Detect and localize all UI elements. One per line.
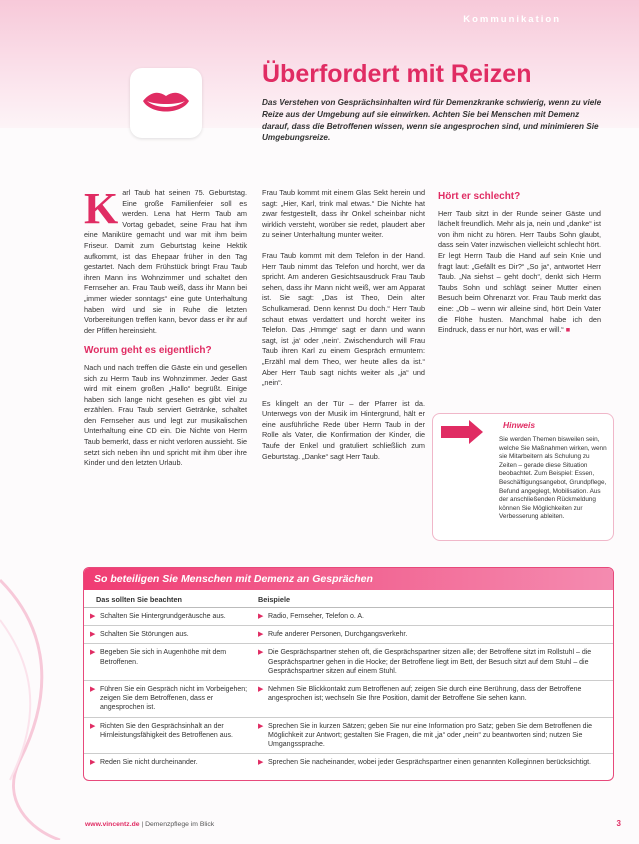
table-row: [84, 718, 613, 755]
tip-title: Hinweis: [503, 420, 536, 430]
intro-paragraph: [84, 184, 247, 336]
article-column-2: [262, 188, 425, 472]
triangle-bullet-icon: ▶: [258, 759, 264, 767]
triangle-bullet-icon: ▶: [258, 722, 264, 730]
paragraph-text: arl Taub hat seinen 75. Geburtstag. Eine große Familienfeier soll es werden. Lena hat Herrn Taub am Vortag gebadet, seine Frau hat ihm eine Maniküre gemacht und war mit ihm beim Friseur. Damit zum Geburtstag keine Hektik aufkommt, ist das Ehepaar früher in den Tag gestartet. Nach dem Frühstück bringt Frau Taub ihren Mann ins Wohnzimmer und schaltet den Fernseher an. Frau Taub weiß, dass ihr Mann bei „immer wieder sonntags“ eine gute Unterhaltung haben wird und sie in Ruhe die letzten Vorbereitungen treffen kann, bevor dass er ihr auf der Pfiffen hereinsieht.: [84, 188, 247, 335]
subhead-hoert: Hört er schlecht?: [438, 191, 521, 202]
triangle-bullet-icon: ▶: [90, 649, 96, 657]
table-cell: Reden Sie nicht durcheinander.: [100, 759, 198, 767]
triangle-bullet-icon: ▶: [258, 613, 264, 620]
paragraph: Frau Taub kommt mit dem Telefon in der Hand. Herr Taub nimmt das Telefon und horcht, wer da spricht. Am anderen Gesichtsausdruck Frau Taub sehen, dass ihr Mann nicht weiß, wer am Apparat ist. Sie sagt: „Das ist Theo, Dein alter Schulkamerad. Denn kennst Du doch.“ Herr Taub schaut etwas verdattert und horcht weiter ins Telefon. Das ‚Hmmge‘ sagt er dann und wann sagt, ist ‚ja‘ oder ‚nein‘. Zwischendurch will Frau Taub ihren Karl zu einem Gespräch ermuntern: „Erzähl mal dem Theo, wer heute alles da ist.“ Aber Herr Taub sagt nichts weiter als „ja“ und „nein“.: [262, 250, 425, 388]
subhead-worum: Worum geht es eigentlich?: [84, 345, 212, 357]
table-cell: Sprechen Sie nacheinander, wobei jeder Gesprächspartner einen genannten Kolleginnen berücksichtigt.: [268, 759, 591, 767]
tip-text: Sie werden Themen bisweilen sein, welche Sie Maßnahmen wirken, wenn sie Mitarbeitern als Schulung zu Zeiten – gerade diese Situation beobachtet. Zum Beispiel: Essen, Beschäftigungsangebot, Grundpflege, Befund angeglegt, Mobilisation. Aus der anschließenden Rückmeldung können Sie Möglichkeiten zur Verbesserung ableiten.: [499, 436, 607, 521]
footer-credit: www.vincentz.de | Demenzpflege im Blick: [85, 821, 215, 828]
table-cell: Begeben Sie sich in Augenhöhe mit dem Betroffenen.: [100, 649, 227, 666]
table-cell: Schalten Sie Hintergrundgeräusche aus.: [100, 613, 226, 620]
paragraph-text: Herr Taub sitzt in der Runde seiner Gäste und lächelt freundlich. Mehr als ja, nein und „danke“ ist von ihm nicht zu hören. Herr Taubs Sohn glaubt, dass sein Vater inzwischen vielleicht schlecht hört. Er legt Herrn Taub die Hand auf sein Knie und fragt laut: „Gefällt es Dir?“ „So ja“, antwortet Herr Taub. „Na siehst – geht doch“, denkt sich Herrn Taubs Sohn und schlägt seiner Mutter einen Besuch beim Ohrenarzt vor. Frau Taub merkt das eine: „Ob – wenn wir alleine sind, hört Dein Vater die Flöhe husten. Manchmal habe ich den Eindruck, dass er nur hört, was er will.“: [438, 208, 601, 335]
table-cell: Führen Sie ein Gespräch nicht im Vorbeigehen; zeigen Sie dem Betroffenen, dass er angesprochen ist.: [100, 686, 248, 712]
lips-icon-box: [130, 68, 202, 138]
table-row: [84, 754, 613, 771]
paragraph: [438, 209, 601, 336]
lead-paragraph: Das Verstehen von Gesprächsinhalten wird für Demenzkranke schwierig, wenn zu viele Reize aus der Umgebung auf sie einwirken. Achten Sie bei Menschen mit Demenz darauf, dass die Betroffenen wissen, wenn sie angesprochen sind, und minimieren Sie Umgebungsreize.: [262, 98, 602, 143]
triangle-bullet-icon: ▶: [90, 631, 96, 639]
decorative-swirl: [0, 560, 70, 840]
end-mark-icon: ■: [565, 325, 571, 335]
footer-publication: Demenzpflege im Blick: [145, 821, 215, 828]
triangle-bullet-icon: ▶: [90, 759, 96, 767]
table-row: [84, 644, 613, 681]
page-title: Überfordert mit Reizen: [262, 60, 532, 88]
triangle-bullet-icon: ▶: [258, 686, 264, 694]
column-header-advice: Das sollten Sie beachten: [96, 595, 182, 604]
table-cell: Sprechen Sie in kurzen Sätzen; geben Sie nur eine Information pro Satz; geben Sie dem Betroffenen die Möglichkeit zur Antwort; gestalten Sie Fragen, die mit „ja“ oder „nein“ zu beantworten sind; nutzen Sie Umgangssprache.: [268, 722, 593, 749]
column-header-examples: Beispiele: [258, 595, 291, 604]
table-cell: Radio, Fernseher, Telefon o. A.: [268, 613, 364, 620]
guidelines-table: [83, 567, 614, 781]
triangle-bullet-icon: ▶: [258, 631, 264, 639]
drop-cap: K: [84, 184, 119, 233]
table-cell: Richten Sie den Gesprächsinhalt an der Hirnleistungsfähigkeit des Betroffenen aus.: [100, 722, 233, 739]
paragraph: Es klingelt an der Tür – der Pfarrer ist da. Unterwegs von der Musik im Hintergrund, hält er eine ausführliche Rede über Herrn Taub in der Rolle als Vater, die Konfirmation der Kinder, die Taufe der Enkel und gratuliert schließlich zum Geburtstag. „Danke“ sagt Herr Taub.: [262, 398, 425, 461]
footer-site-link[interactable]: www.vincentz.de: [85, 821, 140, 828]
table-cell: Die Gesprächspartner stehen oft, die Gesprächspartner sitzen alle; der Betroffene sitzt im Rollstuhl – die Gesprächspartner gehen in die Hocke; der Betroffene liegt im Bett, der Besuch sitzt auf dem Stuhl – die Gesprächspartner sitzen auf einem Stuhl.: [268, 649, 592, 675]
table-header-row: [84, 590, 613, 608]
lips-icon: [141, 87, 191, 119]
tip-box: [432, 413, 614, 541]
table-cell: Rufe anderer Personen, Durchgangsverkehr.: [268, 631, 408, 639]
triangle-bullet-icon: ▶: [90, 686, 96, 694]
triangle-bullet-icon: ▶: [90, 613, 96, 620]
paragraph: Frau Taub kommt mit einem Glas Sekt herein und sagt: „Hier, Karl, trink mal etwas.“ Die Nichte hat zwar festgestellt, dass ihr Onkel scheinbar nicht wirklich versteht, worüber sie redet, plaudert aber zu seiner Unterhaltung munter weiter.: [262, 188, 425, 240]
table-row: [84, 626, 613, 644]
article-column-3: [438, 188, 601, 346]
table-row: [84, 681, 613, 718]
table-row: [84, 608, 613, 626]
paragraph: Nach und nach treffen die Gäste ein und gesellen sich zu Herrn Taub ins Wohnzimmer. Jeder Gast wird mit einem großen „Hallo“ begrüßt. Einige haben sich lange nicht gesehen es gibt viel zu erzählen. Frau Taub serviert Getränke, schaltet den Fernseher aus und legt zur musikalischen Unterhaltung eine CD ein. Die Nichte von Herrn Taub bemerkt, dass er nicht verloren aussieht. Sie setzt sich neben ihn und spricht mit ihm über ihre Kinder und den letzten Urlaub.: [84, 362, 247, 468]
section-label: Kommunikation: [463, 14, 561, 25]
triangle-bullet-icon: ▶: [90, 722, 96, 730]
page-number: 3: [616, 819, 621, 828]
triangle-bullet-icon: ▶: [258, 649, 264, 657]
article-column-1: [84, 184, 247, 479]
table-cell: Schalten Sie Störungen aus.: [100, 631, 189, 639]
table-cell: Nehmen Sie Blickkontakt zum Betroffenen auf; zeigen Sie durch eine Berührung, dass der Betroffene angesprochen ist; wechseln Sie Ihre Position, damit der Betroffene Sie sehen kann.: [268, 686, 582, 703]
table-title: So beteiligen Sie Menschen mit Demenz an Gesprächen: [84, 568, 613, 590]
